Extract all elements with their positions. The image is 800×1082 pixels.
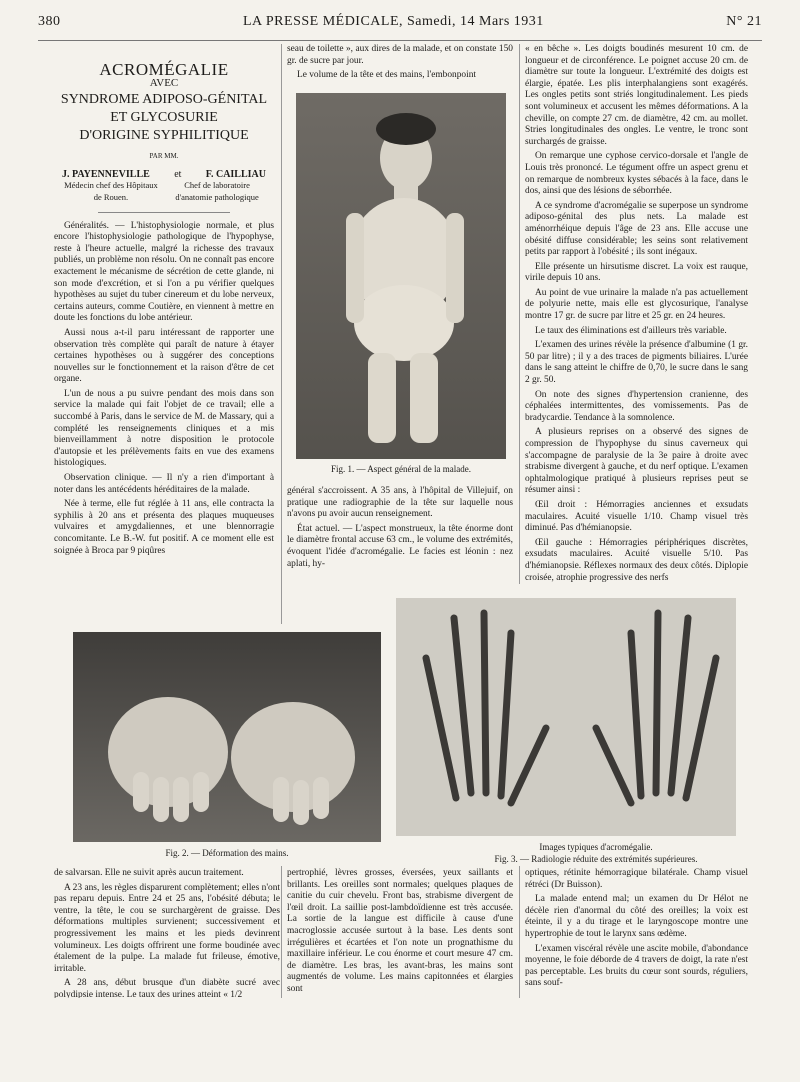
paragraph: Œil gauche : Hémorragies périphériques discrètes, exsudats maculaires. Acuité visuelle 5/10. Pas d'hémianopsie. Réflexes normaux des deux côtés. Diplopie croisée, atrophie progressive des nerfs xyxy=(525,537,748,583)
title-line-2: AVEC xyxy=(149,76,179,89)
column-divider xyxy=(281,44,282,624)
column-divider xyxy=(519,866,520,998)
bottom-column-2 xyxy=(287,868,513,998)
paragraph: pertrophié, lèvres grosses, éversées, yeux saillants et brillants. Les oreilles sont normales; quelques plaques de canitie du cuir chevelu. Front bas, strabisme divergent de l'œil droit. La saillie post-lambdoïdienne est très accusée. La sortie de la langue est difficile à cause d'une macroglossie accusée surtout à la base. Les dents sont irrégulières et écartées et l'on note un prognathisme du maxillaire inférieur. Le cou énorme et court mesure 47 cm. de diamètre. Les bras, les avant-bras, les mains sont augmentés de volume. Les mains capitonnées et élargies sont xyxy=(287,868,513,994)
paragraph: On remarque une cyphose cervico-dorsale et l'angle de Louis très prononcé. Le tégument offre un aspect grenu et on remarque de nombreux kystes sébacés à la face, dans le dos, ainsi que des lésions de séborrhée. xyxy=(525,151,748,197)
figure-3-caption-line-2: Fig. 3. — Radiologie réduite des extrémités supérieures. xyxy=(494,854,698,864)
paragraph: seau de toilette », aux dires de la malade, et on constate 150 gr. de sucre par jour. xyxy=(287,44,513,66)
bottom-column-1 xyxy=(54,868,280,998)
column-divider xyxy=(281,866,282,998)
paragraph: Généralités. — L'histophysiologie normale, et plus encore l'histophysiologie pathologique de l'hypophyse, reste à l'heure actuelle, malgré la richesse des travaux publiés, un problème non résolu. On ne connaît pas encore exactement le mécanisme de sécrétion de cette glande, ni son mode d'excrétion, et si l'on a pu vérifier quelques hypothèses au sujet du tuber cinereum et du lobe nerveux, certains auteurs, comme Coutière, en viennent à mettre en doute les fonctions du lobe antérieur. xyxy=(54,220,274,324)
column-1 xyxy=(54,60,274,620)
affiliation-2: Chef de laboratoire d'anatomie pathologique xyxy=(175,180,259,202)
paragraph: A ce syndrome d'acromégalie se superpose un syndrome adiposo-génital des plus nets. La malade est aménorrhéique depuis l'âge de 23 ans. Elle accuse une obésité diffuse considérable; les seins sont relativement petits par rapport à l'obésité ; ils sont inégaux. xyxy=(525,200,748,258)
paragraph: Observation clinique. — Il n'y a rien d'important à noter dans les antécédents héréditaires de la malade. xyxy=(54,473,274,495)
article-title-block xyxy=(54,60,274,163)
hands-illustration xyxy=(73,632,381,842)
title-line-5: D'ORIGINE SYPHILITIQUE xyxy=(79,128,249,144)
figure-1-caption: Fig. 1. — Aspect général de la malade. xyxy=(331,464,471,474)
title-rule xyxy=(98,212,230,213)
column-2-bottom xyxy=(287,486,513,586)
figure-3-caption-line-1: Images typiques d'acromégalie. xyxy=(539,842,653,852)
column-2-top xyxy=(287,44,513,84)
paragraph: Œil droit : Hémorragies anciennes et exsudats maculaires. Acuité visuelle 1/10. Champ visuel très diminué. Pas d'hémianopsie. xyxy=(525,499,748,534)
patient-figure-illustration xyxy=(296,93,506,459)
paragraph: A 28 ans, début brusque d'un diabète sucré avec polydipsie intense. Le taux des urines atteint « 1/2 xyxy=(54,978,280,998)
author-2: F. CAILLIAU xyxy=(205,168,266,180)
author-1: J. PAYENNEVILLE xyxy=(62,168,150,180)
page-number: 380 xyxy=(38,14,61,29)
column-3 xyxy=(525,44,748,584)
paragraph: L'examen viscéral révèle une ascite mobile, d'abondance moyenne, le foie déborde de 4 travers de doigt, la rate n'est pas perceptable. Les bruits du cœur sont sourds, réguliers, sans souf- xyxy=(525,943,748,989)
affiliation-1: Médecin chef des Hôpitaux de Rouen. xyxy=(64,180,158,202)
bottom-column-3 xyxy=(525,868,748,998)
title-line-1: ACROMÉGALIE xyxy=(99,60,229,79)
paragraph: « en bêche ». Les doigts boudinés mesurent 10 cm. de longueur et de circonférence. Le poignet accuse 20 cm. de diamètre sur toute la longueur. L'extrémité des doigts est élargie, épatée. Les plis interphalangiens sont exagérés. Les ongles petits sont striés longitudinalement. Les pieds sont volumineux et accusent les mêmes déformations. A la cheville, on compte 27 cm. de diamètre, 42 cm. au mollet. Stries longitudinales des ongles. Le ventre, le tronc sont surchargés de graisse. xyxy=(525,44,748,147)
authors xyxy=(54,169,274,181)
paragraph: L'un de nous a pu suivre pendant des mois dans son service la malade qui fait l'objet de ce travail; elle a succombé à Paris, dans le service de M. de Massary, qui a complété les renseignements cliniques et a mis bienveillamment à notre disposition le protocole d'autopsie et les prélèvements faits en vue des examens histologiques. xyxy=(54,388,274,469)
title-line-4: ET GLYCOSURIE xyxy=(110,110,218,126)
journal-title: LA PRESSE MÉDICALE, Samedi, 14 Mars 1931 xyxy=(243,14,544,29)
running-header xyxy=(38,14,762,41)
paragraph: A plusieurs reprises on a observé des signes de compression de l'hypophyse du sinus caverneux qui s'accompagne de paralysie de la 3e paire à droite avec strabisme divergent à gauche, et du nerf optique. L'examen ophtalmologique pratiqué à plusieurs reprises peut se résumer ainsi : xyxy=(525,427,748,496)
paragraph: État actuel. — L'aspect monstrueux, la tête énorme dont le diamètre frontal accuse 63 cm., le volume des extrémités, évoquent l'idée d'acromégalie. Le facies est léonin : nez aplati, hy- xyxy=(287,523,513,569)
paragraph: Née à terme, elle fut réglée à 11 ans, elle contracta la syphilis à 20 ans et présenta des plaques muqueuses vulvaires et amygdaliennes, et une blennorragie concomitante. Le B.-W. fut positif. A ce moment elle est soignée à Broca par 9 piqûres xyxy=(54,499,274,556)
figure-1-photo xyxy=(296,93,506,459)
paragraph: Au point de vue urinaire la malade n'a pas actuellement de polyurie nette, mais elle est glycosurique, l'analyse montre 17 gr. de sucre par litre et 25 gr. en 24 heures. xyxy=(525,287,748,322)
paragraph: Le taux des éliminations est d'ailleurs très variable. xyxy=(535,325,727,336)
paragraph: de salvarsan. Elle ne suivit après aucun traitement. xyxy=(54,868,244,878)
paragraph: L'examen des urines révèle la présence d'albumine (1 gr. 50 par litre) ; il y a des traces de pigments biliaires. L'urée dans le sang atteint le chiffre de 0,70, le sucre dans le sang 2 gr. 50. xyxy=(525,340,748,386)
author-conjunction: et xyxy=(174,168,182,180)
par-mm: PAR MM. xyxy=(149,152,179,161)
column-divider xyxy=(519,44,520,584)
figure-3-xray xyxy=(396,598,736,836)
paragraph: Aussi nous a-t-il paru intéressant de rapporter une observation très complète qui paraît de nature à étayer certaines hypothèses ou à suggérer des conceptions nouvelles sur le fonctionnement et la raison d'être de cet organe. xyxy=(54,327,274,385)
affiliations xyxy=(54,180,274,203)
paragraph: Le volume de la tête et des mains, l'embonpoint xyxy=(297,70,476,81)
paragraph: On note des signes d'hypertension cranienne, des céphalées intermittentes, des vomissements. Pas de bradycardie. Tendance à la somnolence. xyxy=(525,389,748,423)
xray-hands-illustration xyxy=(396,598,736,836)
paragraph: A 23 ans, les règles disparurent complètement; elles n'ont pas reparu depuis. Entre 24 et 25 ans, l'obésité débuta; le ventre, la tête, le cou se surchargèrent de graisse. Des déformations multiples survienent; successivement et progressivement les mains et les pieds devinrent volumineux. Les doigts offrirent une forme boudinée avec étalement de la pulpe. La malade fut frileuse, émotive, irritable. xyxy=(54,882,280,974)
paragraph: La malade entend mal; un examen du Dr Hélot ne décèle rien d'anormal du côté des oreilles; la voix est éteinte, il y a du tirage et le laryngoscope montre une hypertrophie de tout le larynx sans œdème. xyxy=(525,894,748,939)
paragraph: Elle présente un hirsutisme discret. La voix est rauque, virile depuis 10 ans. xyxy=(525,261,748,284)
figure-2-photo xyxy=(73,632,381,842)
issue-number: N° 21 xyxy=(726,14,762,29)
figure-2-caption: Fig. 2. — Déformation des mains. xyxy=(165,848,289,858)
paragraph: général s'accroissent. A 35 ans, à l'hôpital de Villejuif, on pratique une radiographie de la tête sur laquelle nous n'avons pu avoir aucun renseignement. xyxy=(287,486,513,520)
title-line-3: SYNDROME ADIPOSO-GÉNITAL xyxy=(60,92,268,108)
paragraph: optiques, rétinite hémorragique bilatérale. Champ visuel rétréci (Dr Buisson). xyxy=(525,868,748,890)
